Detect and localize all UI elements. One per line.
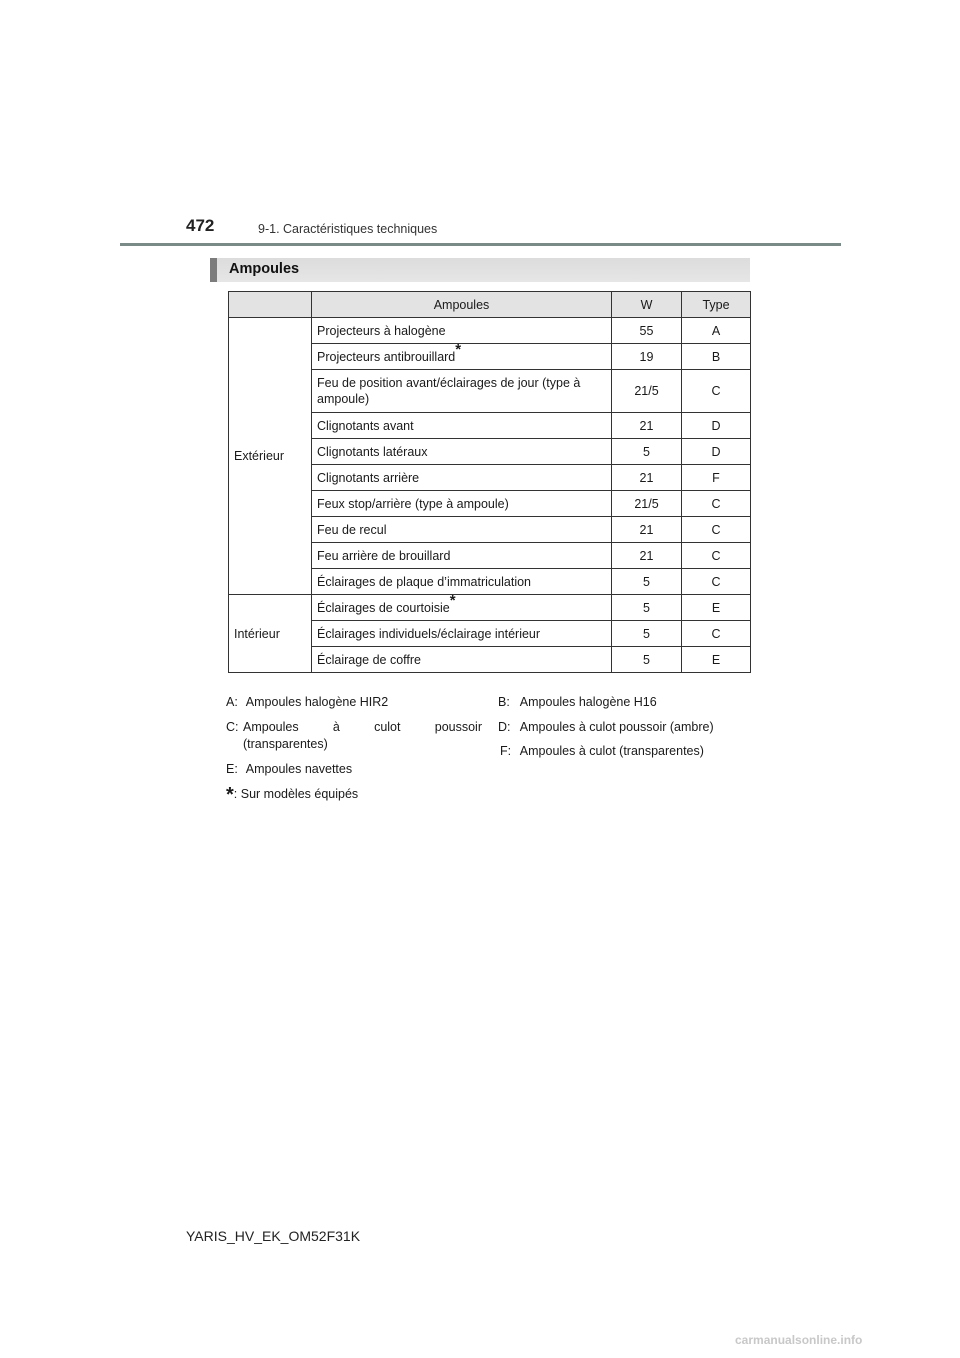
- legend-word: Ampoules: [243, 720, 299, 734]
- footnote-star: *: [455, 341, 462, 359]
- legend-key: D:: [498, 720, 511, 734]
- bulb-name: Éclairages individuels/éclairage intérieur: [312, 621, 612, 647]
- section-heading: [210, 258, 750, 282]
- header-bulbs: Ampoules: [312, 292, 612, 318]
- legend-word: à: [332, 720, 340, 734]
- bulb-watt: 5: [612, 595, 682, 621]
- bulb-watt: 55: [612, 318, 682, 344]
- bulb-type: F: [682, 465, 751, 491]
- bulb-watt: 21: [612, 465, 682, 491]
- legend-e: [226, 761, 352, 778]
- bulb-type: D: [682, 439, 751, 465]
- bulb-watt: 21: [612, 543, 682, 569]
- bulb-name: Feux stop/arrière (type à ampoule): [312, 491, 612, 517]
- bulb-table: [228, 291, 751, 673]
- legend-word: culot: [374, 720, 401, 734]
- footer-model-code: YARIS_HV_EK_OM52F31K: [186, 1228, 361, 1244]
- bulb-name-cell: [312, 341, 612, 370]
- bulb-type: B: [682, 344, 751, 370]
- bulb-type: C: [682, 543, 751, 569]
- legend-text: Ampoules à culot (transparentes): [519, 744, 704, 758]
- page-number: 472: [186, 216, 215, 235]
- header-type: Type: [682, 292, 751, 318]
- bulb-watt: 21/5: [612, 370, 682, 413]
- table-header-row: [229, 292, 751, 318]
- bulb-watt: 5: [612, 621, 682, 647]
- bulb-name-cell: [312, 592, 612, 621]
- legend-key: C:: [226, 720, 239, 734]
- legend-word: poussoir: [434, 720, 482, 734]
- bulb-type: C: [682, 491, 751, 517]
- legend-f: [500, 743, 704, 760]
- legend-key: B:: [498, 695, 510, 709]
- bulb-name: Feu arrière de brouillard: [312, 543, 612, 569]
- category-interior: Intérieur: [229, 595, 312, 673]
- legend-text: Ampoules à culot poussoir (ambre): [519, 720, 714, 734]
- legend-text: Ampoules halogène H16: [519, 695, 657, 709]
- bulb-name: Projecteurs antibrouillard: [317, 349, 456, 364]
- bulb-type: E: [682, 595, 751, 621]
- bulb-type: C: [682, 370, 751, 413]
- legend-key: F:: [500, 744, 512, 758]
- bulb-name: Clignotants latéraux: [312, 439, 612, 465]
- table-row: [229, 318, 751, 344]
- category-exterior: Extérieur: [229, 318, 312, 595]
- bulb-watt: 5: [612, 569, 682, 595]
- legend-text-line2: (transparentes): [243, 737, 328, 751]
- bulb-name: Feu de recul: [312, 517, 612, 543]
- header-rule: [120, 243, 841, 246]
- bulb-name: Clignotants arrière: [312, 465, 612, 491]
- footnote: [226, 784, 358, 807]
- legend-text: Ampoules halogène HIR2: [245, 695, 389, 709]
- legend-key: E:: [226, 762, 238, 776]
- footnote-star: *: [449, 592, 456, 610]
- section-path: 9-1. Caractéristiques techniques: [258, 222, 438, 236]
- bulb-type: A: [682, 318, 751, 344]
- legend-text: Ampoules navettes: [245, 762, 353, 776]
- bulb-name: Feu de position avant/éclairages de jour (type à ampoule): [312, 370, 612, 413]
- bulb-watt: 5: [612, 439, 682, 465]
- bulb-type: C: [682, 569, 751, 595]
- table-row: [229, 595, 751, 621]
- bulb-watt: 21/5: [612, 491, 682, 517]
- bulb-type: D: [682, 413, 751, 439]
- legend-b: [498, 694, 657, 711]
- bulb-watt: 21: [612, 413, 682, 439]
- bulb-name: Éclairage de coffre: [312, 647, 612, 673]
- legend-key: A:: [226, 695, 238, 709]
- bulb-type: C: [682, 621, 751, 647]
- legend-a: [226, 694, 388, 711]
- bulb-name: Projecteurs à halogène: [312, 318, 612, 344]
- bulb-type: E: [682, 647, 751, 673]
- bulb-watt: 5: [612, 647, 682, 673]
- header-category: [229, 292, 312, 318]
- bulb-name: Éclairages de courtoisie: [317, 600, 450, 615]
- watermark: carmanualsonline.info: [735, 1333, 863, 1347]
- legend-d: [498, 719, 714, 736]
- legend-c: [226, 719, 482, 753]
- bulb-type: C: [682, 517, 751, 543]
- footnote-text: : Sur modèles équipés: [233, 787, 359, 801]
- section-title: Ampoules: [229, 261, 300, 277]
- footnote-symbol: *: [226, 784, 234, 806]
- bulb-watt: 19: [612, 344, 682, 370]
- bulb-name: Clignotants avant: [312, 413, 612, 439]
- bulb-name: Éclairages de plaque d’immatriculation: [312, 569, 612, 595]
- header-watt: W: [612, 292, 682, 318]
- bulb-watt: 21: [612, 517, 682, 543]
